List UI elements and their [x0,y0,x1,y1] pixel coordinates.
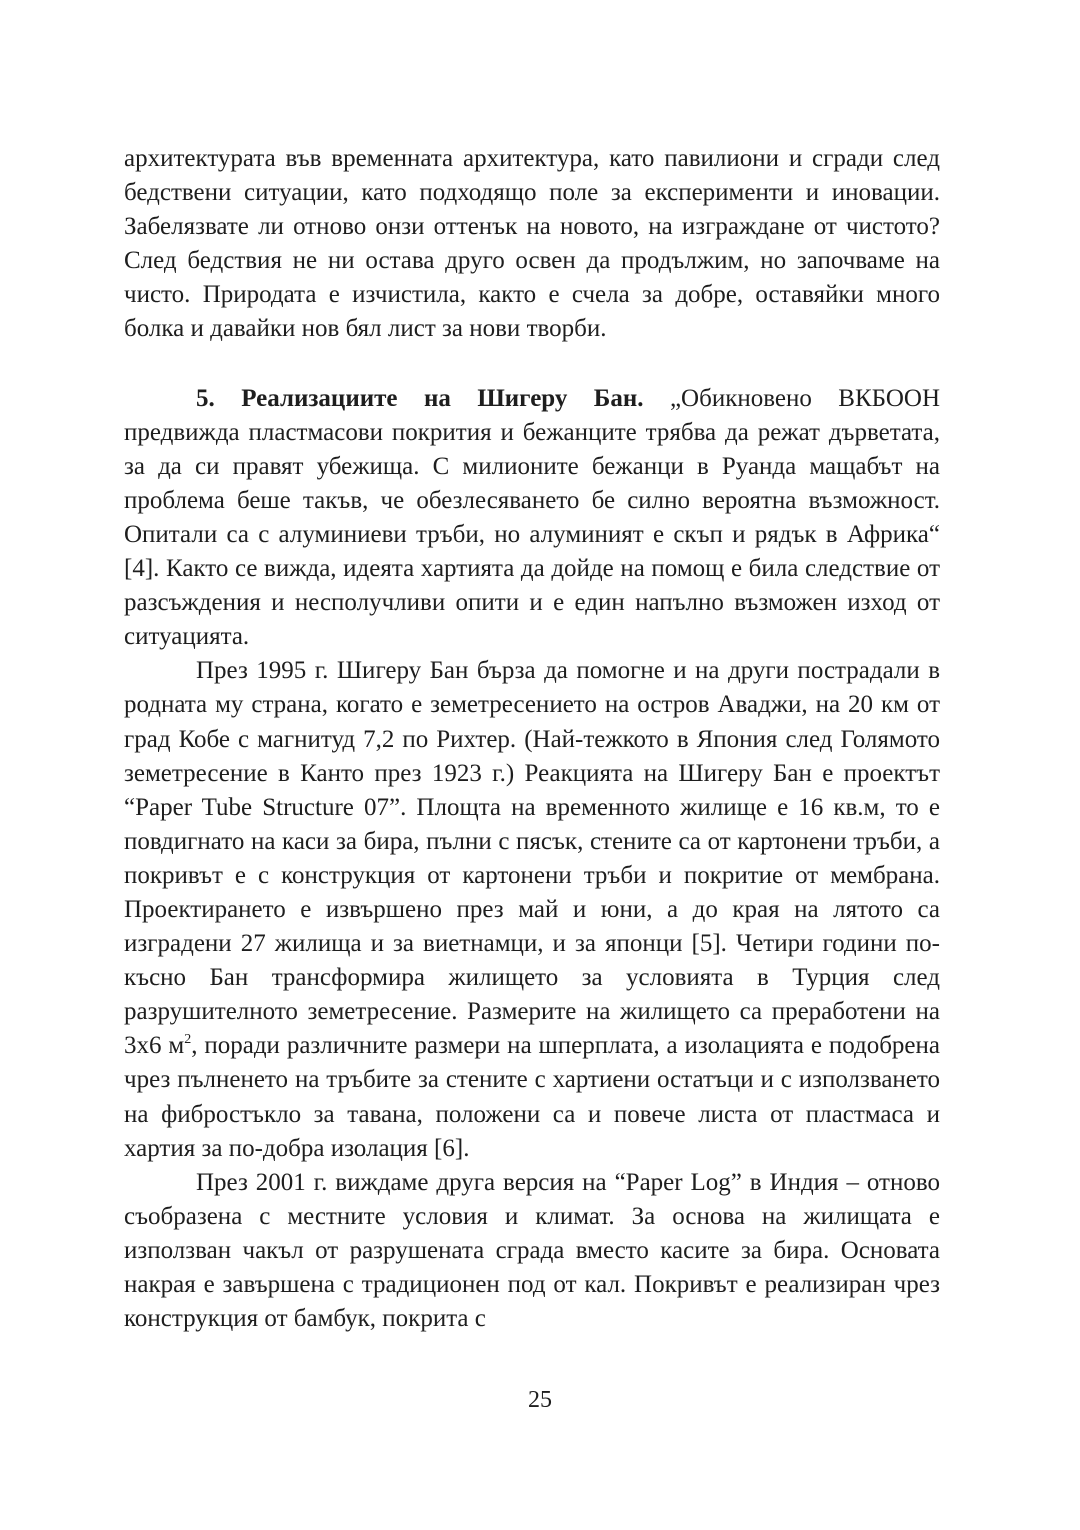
paragraph-intro: архитектурата във временната архитектура, като павилиони и сгради след бедствени ситуации, като подходящо поле за експерименти и иновации. Забелязвате ли отново онзи оттенък на новото, на изграждане от чистото? След бедствия не ни остава друго освен да продължим, но започваме на чисто. Природата е изчистила, както е счела за добре, оставяйки много болка и давайки нов бял лист за нови творби. [124,145,940,343]
paragraph-1995-text-b: , поради различните размери на шперплата, а изолацията е подобрена чрез пълненето на тръбите за стените с хартиени остатъци и с използването на фибростъкло за тавана, положени са и повече листа от пластмаса и хартия за по-добра изолация [6]. [124,1032,940,1162]
section-heading: 5. Реализациите на Шигеру Бан. [196,384,644,412]
superscript-2: 2 [184,1032,192,1048]
paragraph-1995-text-a: През 1995 г. Шигеру Бан бърза да помогне и на други пострадали в родната му страна, когато е земетресението на остров Аваджи, на 20 км от град Кобе с магнитуд 7,2 по Рихтер. (Най-тежкото в Япония след Голямото земетресение в Канто през 1923 г.) Реакцията на Шигеру Бан е проектът “Paper Tube Structure 07”. Площта на временното жилище е 16 кв.м, то е повдигнато на каси за бира, пълни с пясък, стените са от картонени тръби, а покривът е с конструкция от картонени тръби и покритие от мембрана. Проектирането е извършено през май и юни, а до края на лятото са изградени 27 жилища и за виетнамци, и за японци [5]. Четири години по-късно Бан трансформира жилището за условията в Турция след разрушителното земетресение. Размерите на жилището са преработени на 3x6 м [124,657,940,1060]
paragraph-1995 [124,654,940,1165]
paragraph-2001: През 2001 г. виждаме друга версия на “Paper Log” в Индия – отново съобразена с местните условия и климат. За основа на жилищата е използван чакъл от разрушената сграда вместо касите за бира. Основата накрая е завършена с традиционен под от кал. Покривът е реализиран чрез конструкция от бамбук, покрита с [124,1168,940,1333]
section-5-text: „Обикновено ВКБООН предвижда пластмасови покрития и бежанците трябва да режат дърветата, за да си правят убежища. С милионите бежанци в Руанда мащабът на проблема беше такъв, че обезлесяването бе силно вероятна възможност. Опитали са с алуминиеви тръби, но алуминият е скъп и рядък в Африка“ [4]. Както се вижда, идеята хартията да дойде на помощ е била следствие от разсъждения и несполучливи опити и е един напълно възможен изход от ситуацията. [124,384,940,651]
page-number: 25 [528,1387,552,1413]
paragraph-section-5 [124,382,940,655]
page-body [124,142,940,1336]
